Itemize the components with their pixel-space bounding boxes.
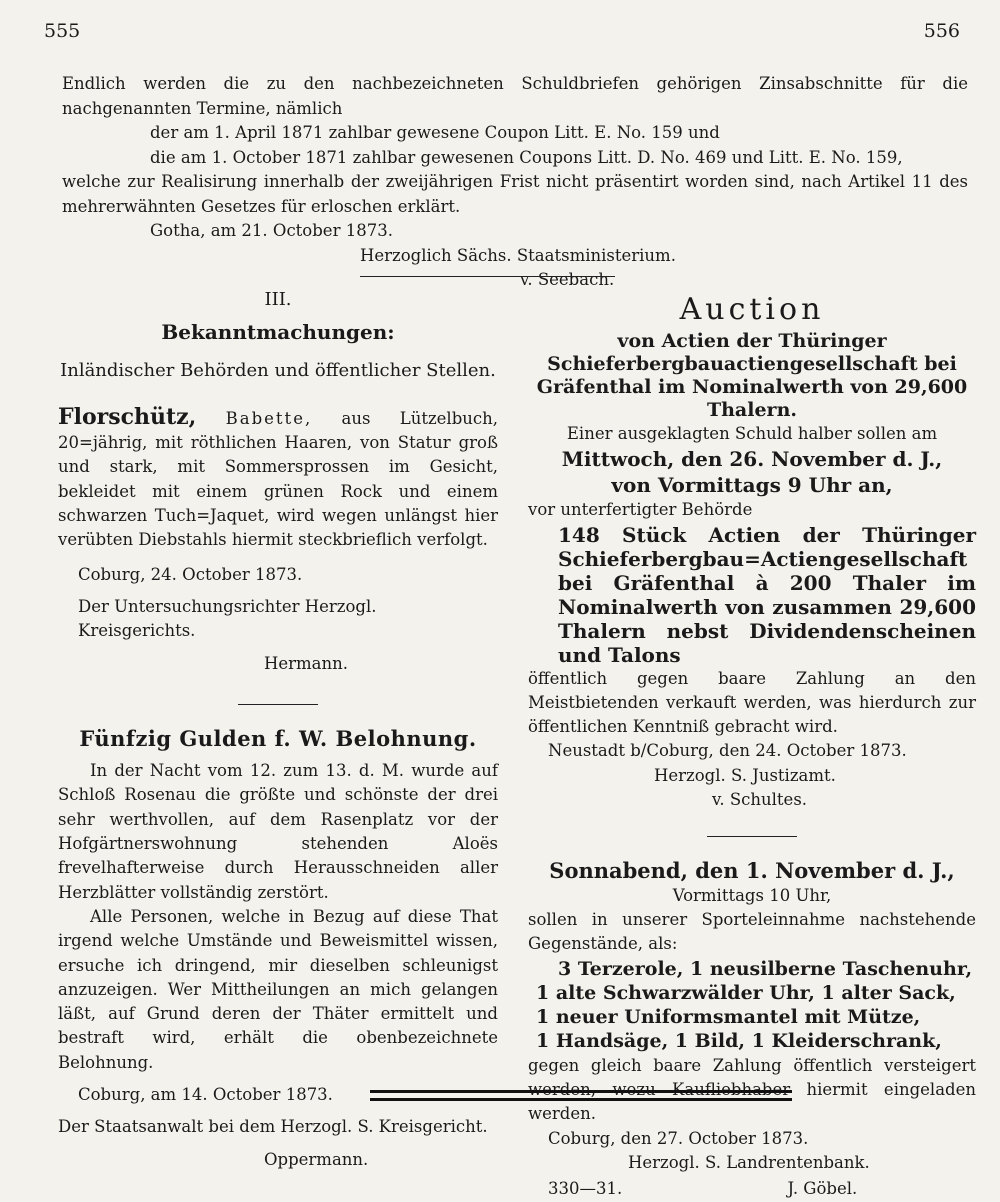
auction-subtitle: von Actien der Thüringer Schieferbergbauactiengesellschaft bei Gräfenthal im Nominalwerth von 29,600 Thalern. xyxy=(536,330,968,421)
sale-number: 330—31. xyxy=(548,1179,623,1199)
left-column xyxy=(58,288,498,1172)
auction-title: Auction xyxy=(679,292,825,327)
sale-items-1: 3 Terzerole, 1 neusilberne Taschenuhr, xyxy=(558,957,973,980)
sale-items-2: 1 alte Schwarzwälder Uhr, 1 alter Sack, xyxy=(536,981,956,1004)
wanted-given-name: Babette, xyxy=(225,408,313,428)
divider xyxy=(360,276,615,277)
sale-footer xyxy=(528,1177,976,1201)
end-rule-bottom xyxy=(370,1098,792,1101)
auction-intro: Einer ausgeklagten Schuld halber sollen am xyxy=(566,424,938,443)
section-subtitle: Inländischer Behörden und öffentlicher Stellen. xyxy=(60,359,496,381)
divider xyxy=(238,704,318,705)
auction-date: Neustadt b/Coburg, den 24. October 1873. xyxy=(548,741,907,761)
sale-items-4: 1 Handsäge, 1 Bild, 1 Kleiderschrank, xyxy=(536,1030,942,1053)
wanted-signer: Hermann. xyxy=(264,653,349,673)
section-number: III. xyxy=(264,289,292,310)
auction-before: vor unterfertigter Behörde xyxy=(528,500,753,520)
auction-authority: Herzogl. S. Justizamt. xyxy=(654,765,836,785)
page-number-right: 556 xyxy=(923,20,960,42)
reward-signer: Oppermann. xyxy=(264,1149,369,1169)
intro-signer: v. Seebach. xyxy=(520,270,615,289)
wanted-authority: Der Untersuchungsrichter Herzogl. Kreisgerichts. xyxy=(78,596,377,641)
sale-date: Coburg, den 27. October 1873. xyxy=(548,1128,809,1148)
right-column xyxy=(528,292,976,1202)
intro-line-4: welche zur Realisirung innerhalb der zweijährigen Frist nicht präsentirt worden sind, nach Artikel 11 des mehrerwähnten Gesetzes für erloschen erklärt. xyxy=(62,172,968,216)
intro-authority: Herzoglich Sächs. Staatsministerium. xyxy=(360,245,676,265)
sale-heading: Sonnabend, den 1. November d. J., xyxy=(549,858,955,884)
intro-line-2: der am 1. April 1871 zahlbar gewesene Coupon Litt. E. No. 159 und xyxy=(150,123,720,142)
reward-heading: Fünfzig Gulden f. W. Belohnung. xyxy=(79,725,477,751)
wanted-description: aus Lützelbuch, 20=jährig, mit röthlichen Haaren, von Statur groß und stark, mit Sommersprossen im Gesicht, bekleidet mit einem grünen Rock und einem schwarzen Tuch=Jaquet, wird wegen unlängst hier verübten Diebstahls hiermit steckbrieflich verfolgt. xyxy=(58,408,498,550)
wanted-date: Coburg, 24. October 1873. xyxy=(78,564,303,584)
auction-lot: 148 Stück Actien der Thüringer Schieferbergbau=Actiengesellschaft bei Gräfenthal à 200 Thaler im Nominalwerth von zusammen 29,600 Thalern nebst Dividendenscheinen und Talons xyxy=(558,522,976,667)
page-number-left: 555 xyxy=(44,20,81,42)
section-title: Bekanntmachungen: xyxy=(161,320,395,345)
reward-paragraph-2: Alle Personen, welche in Bezug auf diese That irgend welche Umstände und Beweismittel wissen, ersuche ich dringend, mir dieselben schleunigst anzuzeigen. Wer Mittheilungen an mich gelangen läßt, auf Grund deren der Thäter ermittelt und bestraft wird, erhält die obenbezeichnete Belohnung. xyxy=(58,906,498,1072)
wanted-notice-text xyxy=(58,405,498,553)
reward-paragraph-1: In der Nacht vom 12. zum 13. d. M. wurde auf Schloß Rosenau die größte und schönste der drei sehr werthvollen, auf dem Rasenplatz vor der Hofgärtnerswohnung stehenden Aloës frevelhafterweise durch Herausschneiden aller Herzblätter vollständig zerstört. xyxy=(58,761,498,902)
sale-text-1: sollen in unserer Sporteleinnahme nachstehende Gegenstände, als: xyxy=(528,909,976,954)
intro-line-3: die am 1. October 1871 zahlbar gewesenen Coupons Litt. D. No. 469 und Litt. E. No. 159, xyxy=(150,147,903,167)
auction-text: öffentlich gegen baare Zahlung an den Meistbietenden verkauft werden, was hierdurch zur öffentlichen Kenntniß gebracht wird. xyxy=(528,668,976,737)
sale-items-3: 1 neuer Uniformsmantel mit Mütze, xyxy=(536,1006,921,1029)
intro-notice xyxy=(62,72,968,293)
end-rule-top xyxy=(370,1090,792,1093)
auction-date-line-2: von Vormittags 9 Uhr an, xyxy=(611,473,893,498)
reward-date: Coburg, am 14. October 1873. xyxy=(78,1085,333,1105)
divider xyxy=(707,836,797,837)
sale-text-2: gegen gleich baare Zahlung öffentlich versteigert werden, wozu Kaufliebhaber hiermit eingeladen werden. xyxy=(528,1055,976,1124)
sale-signer: J. Göbel. xyxy=(787,1179,858,1199)
auction-signer: v. Schultes. xyxy=(712,790,808,810)
sale-authority: Herzogl. S. Landrentenbank. xyxy=(628,1152,870,1172)
wanted-name: Florschütz, xyxy=(58,403,197,430)
auction-date-line-1: Mittwoch, den 26. November d. J., xyxy=(561,447,943,472)
sale-time: Vormittags 10 Uhr, xyxy=(672,885,832,905)
intro-line-1: Endlich werden die zu den nachbezeichneten Schuldbriefen gehörigen Zinsabschnitte für die nachgenannten Termine, nämlich xyxy=(62,74,968,118)
reward-authority: Der Staatsanwalt bei dem Herzogl. S. Kreisgericht. xyxy=(58,1117,488,1137)
intro-date: Gotha, am 21. October 1873. xyxy=(150,221,393,240)
